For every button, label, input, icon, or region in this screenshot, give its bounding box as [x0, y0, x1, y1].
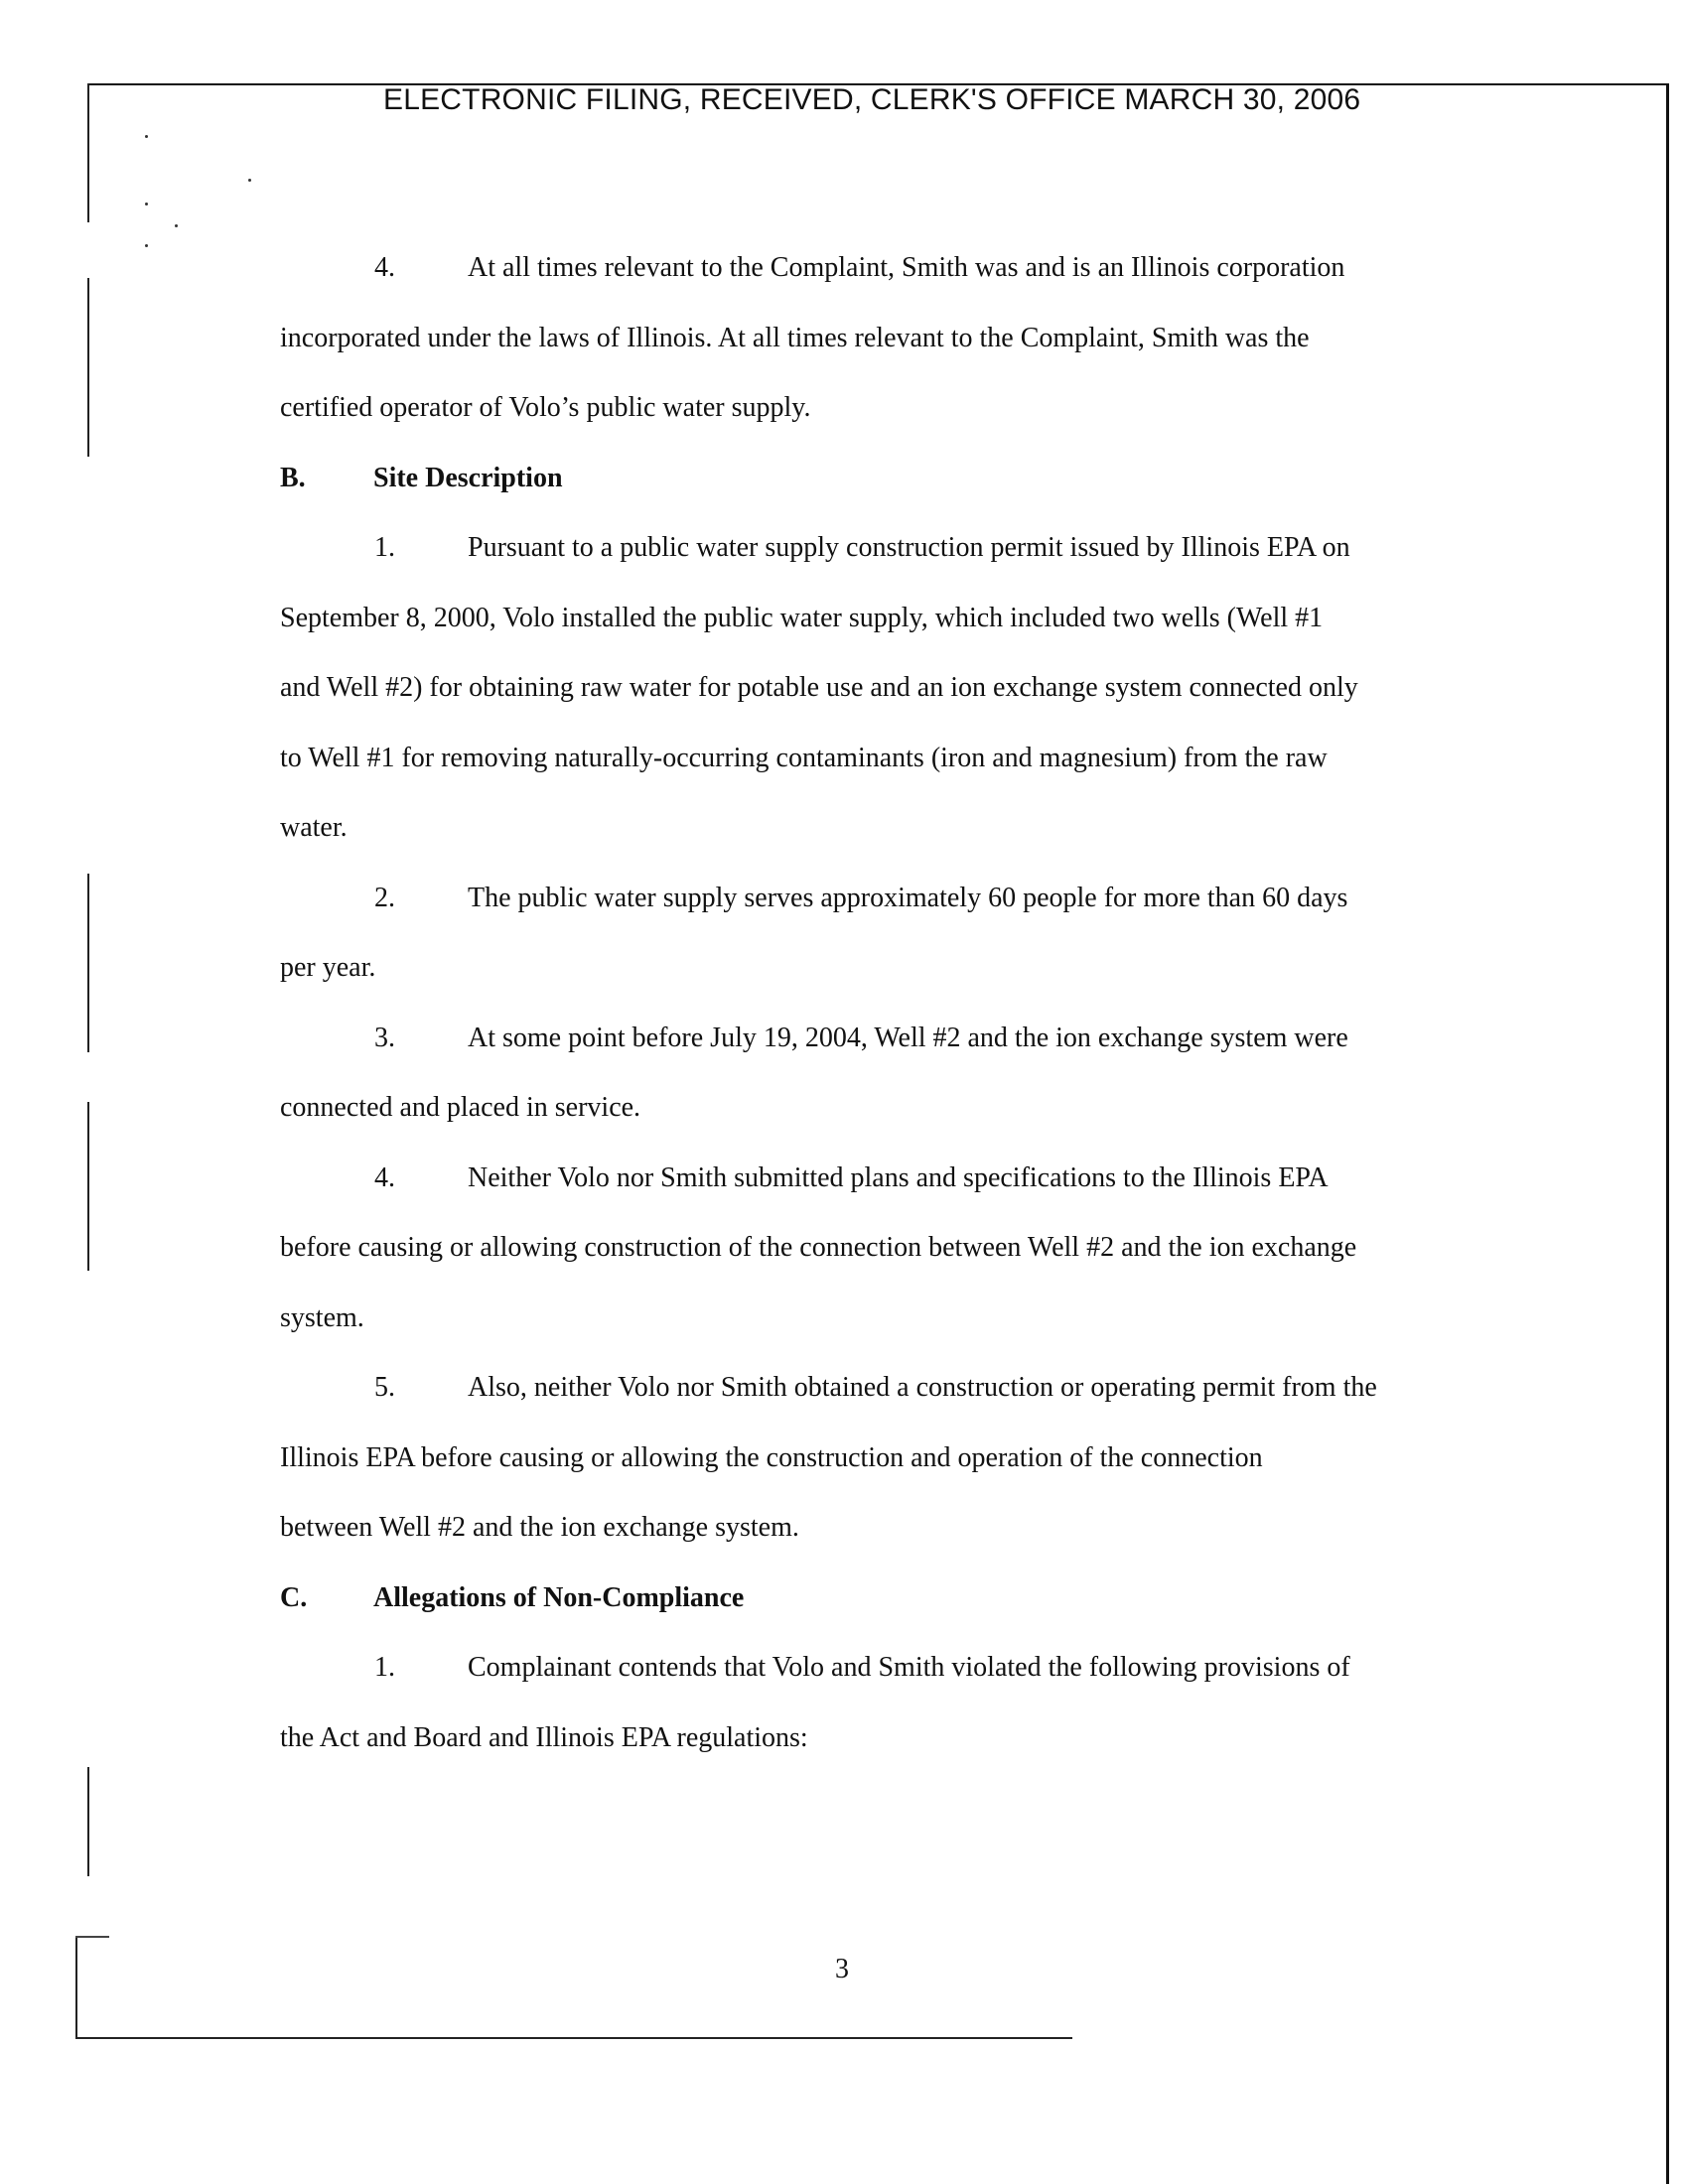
paragraph-line: to Well #1 for removing naturally-occurring contaminants (iron and magnesium) from the raw	[280, 742, 1328, 773]
margin-mark	[87, 1102, 89, 1271]
section-heading-b	[280, 459, 1511, 529]
section-title: Allegations of Non-Compliance	[373, 1581, 745, 1613]
scan-speck	[145, 135, 148, 138]
scan-speck	[175, 224, 178, 227]
paragraph-text: The public water supply serves approximately 60 people for more than 60 days	[468, 882, 1348, 913]
margin-mark	[87, 278, 89, 457]
paragraph-text: Also, neither Volo nor Smith obtained a construction or operating permit from the	[468, 1372, 1377, 1403]
paragraph-line: September 8, 2000, Volo installed the public water supply, which included two wells (Well #1	[280, 602, 1324, 633]
paragraph-line	[280, 1648, 1511, 1718]
paragraph-line: the Act and Board and Illinois EPA regulations:	[280, 1721, 808, 1753]
paragraph-line: connected and placed in service.	[280, 1092, 641, 1123]
paragraph-number: 4.	[374, 252, 395, 283]
paragraph-line	[280, 1019, 1511, 1089]
paragraph-line: Illinois EPA before causing or allowing the construction and operation of the connection	[280, 1441, 1263, 1473]
document-body	[280, 248, 1511, 1788]
paragraph-line: certified operator of Volo’s public water supply.	[280, 392, 811, 423]
margin-mark	[87, 1767, 89, 1876]
scan-speck	[145, 244, 148, 247]
page-number: 3	[835, 1954, 849, 1984]
paragraph-text: At some point before July 19, 2004, Well #2 and the ion exchange system were	[468, 1022, 1348, 1053]
paragraph-line	[280, 1159, 1511, 1229]
section-heading-c	[280, 1578, 1511, 1649]
paragraph-number: 2.	[374, 882, 395, 913]
paragraph-number: 1.	[374, 532, 395, 563]
paragraph-number: 5.	[374, 1372, 395, 1403]
section-letter: B.	[280, 462, 306, 493]
scan-speck	[145, 203, 148, 205]
page-border-bottom	[75, 2037, 1072, 2039]
paragraph-line: system.	[280, 1301, 364, 1333]
section-title: Site Description	[373, 462, 563, 493]
paragraph-line	[280, 879, 1511, 949]
filing-stamp-header: ELECTRONIC FILING, RECEIVED, CLERK'S OFFICE MARCH 30, 2006	[383, 83, 1361, 116]
paragraph-line: and Well #2) for obtaining raw water for potable use and an ion exchange system connected only	[280, 672, 1358, 703]
paragraph-text: Neither Volo nor Smith submitted plans and specifications to the Illinois EPA	[468, 1161, 1329, 1193]
page-border-right	[1666, 83, 1669, 2184]
scan-speck	[248, 179, 251, 182]
paragraph-line: per year.	[280, 952, 376, 983]
paragraph-number: 3.	[374, 1022, 395, 1053]
paragraph-line: before causing or allowing construction of the connection between Well #2 and the ion exchange	[280, 1232, 1357, 1263]
section-letter: C.	[280, 1581, 308, 1613]
paragraph-text: Complainant contends that Volo and Smith violated the following provisions of	[468, 1652, 1350, 1683]
corner-bracket	[75, 1936, 77, 2039]
paragraph-line: water.	[280, 812, 348, 843]
paragraph-text: Pursuant to a public water supply construction permit issued by Illinois EPA on	[468, 532, 1350, 563]
paragraph-line: incorporated under the laws of Illinois. At all times relevant to the Complaint, Smith was the	[280, 322, 1310, 353]
paragraph-number: 4.	[374, 1161, 395, 1193]
paragraph-line	[280, 248, 1511, 319]
corner-bracket	[75, 1936, 109, 1938]
paragraph-line: between Well #2 and the ion exchange system.	[280, 1512, 799, 1543]
paragraph-number: 1.	[374, 1652, 395, 1683]
paragraph-line	[280, 1368, 1511, 1438]
paragraph-text: At all times relevant to the Complaint, Smith was and is an Illinois corporation	[468, 252, 1345, 283]
paragraph-line	[280, 528, 1511, 599]
margin-mark	[87, 874, 89, 1052]
page-border-left	[87, 83, 89, 222]
